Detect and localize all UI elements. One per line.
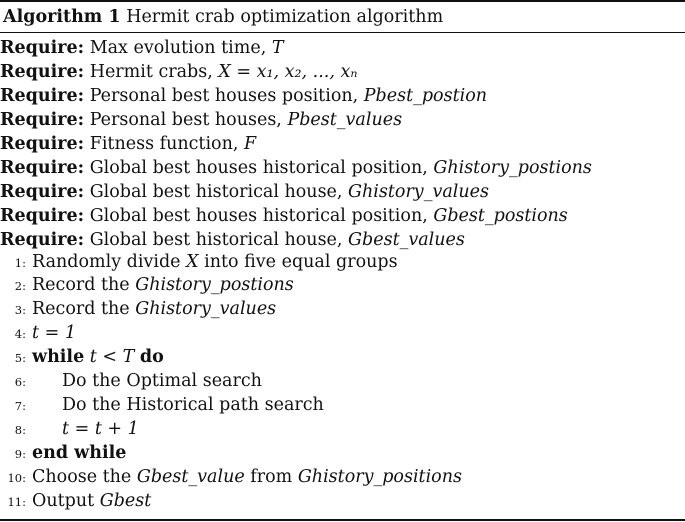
require-text: Global best historical house,	[89, 230, 349, 250]
require-keyword: Require:	[0, 134, 85, 154]
do-keyword: do	[139, 347, 164, 367]
step-number: 1:	[14, 256, 26, 270]
require-var: Ghistory_values	[348, 182, 489, 202]
step-var: Ghistory_postions	[135, 275, 294, 295]
step-text: into five equal groups	[198, 252, 398, 272]
require-var: T	[271, 38, 284, 58]
step-text: Record the	[32, 275, 136, 295]
require-line	[0, 228, 465, 252]
require-keyword: Require:	[0, 230, 85, 250]
step-var: t < T	[89, 347, 135, 367]
require-line	[0, 36, 284, 60]
require-keyword: Require:	[0, 86, 85, 106]
step-line	[0, 393, 324, 417]
step-line	[0, 321, 76, 345]
step-var: Gbest_value	[136, 467, 245, 487]
require-text: Personal best houses position,	[89, 86, 364, 106]
step-number: 7:	[14, 399, 26, 413]
top-rule	[0, 0, 685, 2]
step-var: Gbest	[99, 491, 152, 511]
require-text: Personal best houses,	[89, 110, 288, 130]
require-var: Ghistory_postions	[433, 158, 592, 178]
require-line	[0, 156, 592, 180]
require-text: Hermit crabs,	[89, 62, 219, 82]
step-number: 2:	[14, 279, 26, 293]
step-text: Record the	[32, 299, 136, 319]
step-text: from	[244, 467, 298, 487]
bottom-rule	[0, 519, 685, 521]
require-text: Fitness function,	[89, 134, 244, 154]
step-var: Ghistory_values	[135, 299, 277, 319]
step-line	[0, 273, 294, 297]
step-line	[0, 441, 126, 465]
require-keyword: Require:	[0, 206, 85, 226]
require-line	[0, 84, 487, 108]
require-keyword: Require:	[0, 110, 85, 130]
step-var: Ghistory_positions	[297, 467, 462, 487]
step-text: Do the Optimal search	[62, 371, 262, 391]
title-rule	[0, 32, 685, 33]
require-keyword: Require:	[0, 62, 85, 82]
step-number: 4:	[14, 327, 26, 341]
require-var: X = x₁, x₂, ..., xₙ	[218, 62, 358, 82]
require-var: Pbest_postion	[363, 86, 488, 106]
require-line	[0, 60, 357, 84]
step-number: 9:	[14, 447, 26, 461]
require-var: Gbest_values	[348, 230, 465, 250]
step-line	[0, 489, 151, 513]
step-text: Do the Historical path search	[62, 395, 324, 415]
require-var: F	[244, 134, 257, 154]
step-line	[0, 297, 276, 321]
algorithm-name: Hermit crab optimization algorithm	[126, 7, 444, 27]
step-text: Randomly divide	[32, 252, 187, 272]
require-var: Pbest_values	[287, 110, 403, 130]
require-text: Max evolution time,	[89, 38, 272, 58]
step-number: 6:	[14, 375, 26, 389]
require-line	[0, 132, 256, 156]
step-line	[0, 465, 462, 489]
require-line	[0, 204, 568, 228]
step-number: 10:	[7, 471, 26, 485]
step-text: Choose the	[32, 467, 137, 487]
while-keyword: while	[32, 347, 85, 367]
step-text: Output	[32, 491, 100, 511]
step-number: 11:	[7, 495, 26, 509]
require-text: Global best historical house,	[89, 182, 349, 202]
step-line	[0, 345, 164, 369]
step-number: 3:	[14, 303, 26, 317]
require-var: Gbest_postions	[433, 206, 568, 226]
require-text: Global best houses historical position,	[89, 158, 434, 178]
step-line	[0, 369, 262, 393]
step-var: t = t + 1	[62, 419, 139, 439]
require-text: Global best houses historical position,	[89, 206, 434, 226]
step-line	[0, 250, 398, 274]
step-number: 5:	[14, 351, 26, 365]
step-var: X	[186, 252, 199, 272]
require-keyword: Require:	[0, 38, 85, 58]
step-number: 8:	[14, 423, 26, 437]
require-keyword: Require:	[0, 158, 85, 178]
step-line	[0, 417, 139, 441]
algorithm-title	[3, 4, 443, 30]
end-while-keyword: end while	[32, 443, 127, 463]
step-var: t = 1	[32, 323, 76, 343]
algorithm-label: Algorithm 1	[3, 7, 121, 27]
require-line	[0, 108, 402, 132]
require-keyword: Require:	[0, 182, 85, 202]
require-line	[0, 180, 489, 204]
